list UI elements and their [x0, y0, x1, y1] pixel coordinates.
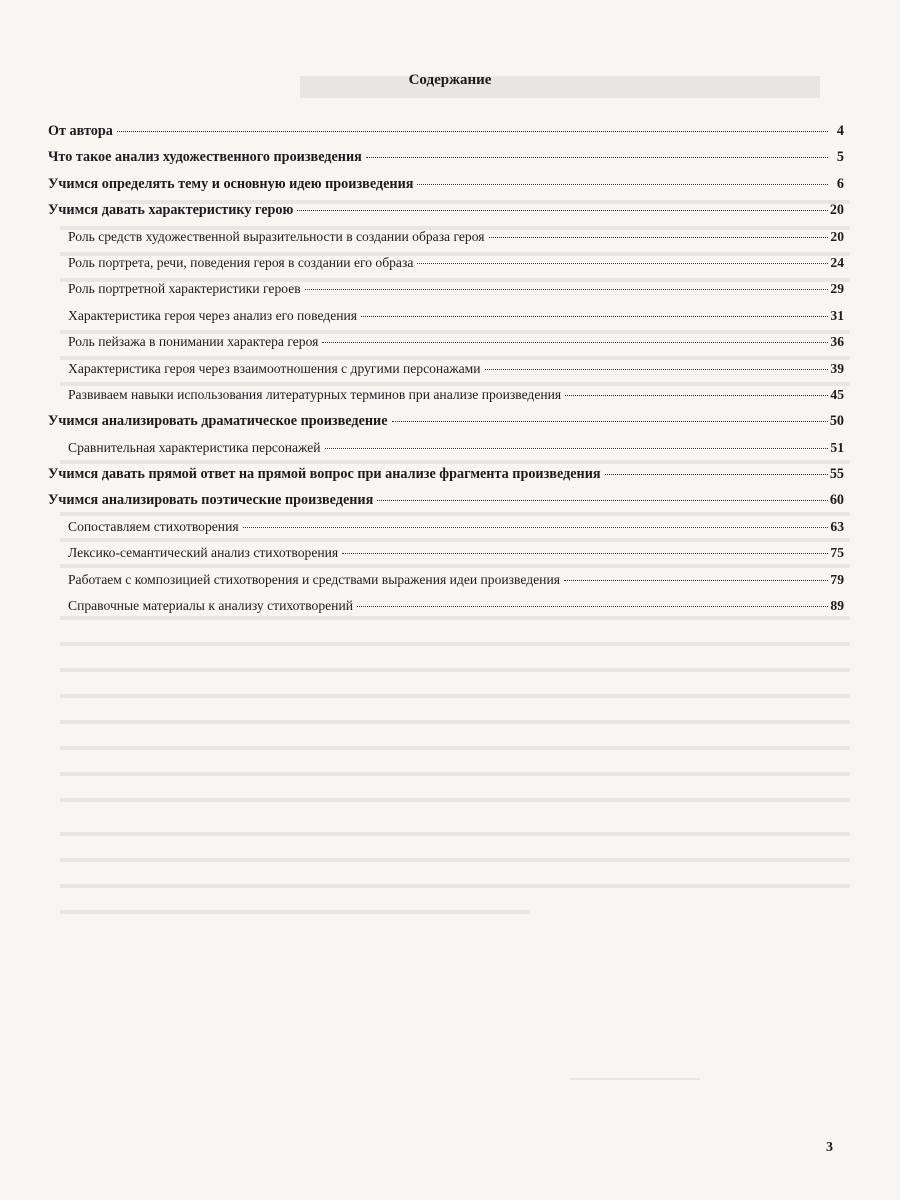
- toc-entry: [48, 202, 844, 228]
- toc-entry: [48, 387, 844, 413]
- toc-entry: [48, 176, 844, 202]
- toc-entry-label: Роль портрета, речи, поведения героя в создании его образа: [68, 254, 414, 270]
- dot-leader: [485, 369, 828, 370]
- toc-entry-page: 5: [836, 149, 844, 166]
- dot-leader: [417, 184, 828, 185]
- toc-entry-page: 79: [830, 571, 844, 587]
- toc-title: Содержание: [408, 72, 492, 88]
- toc-entry-label: Учимся анализировать драматическое произведение: [48, 413, 388, 430]
- toc-entry-label: Роль средств художественной выразительности в создании образа героя: [68, 228, 485, 244]
- toc-entry-page: 51: [830, 439, 844, 455]
- toc-entry-page: 6: [836, 175, 844, 192]
- toc-entry-page: 50: [829, 413, 844, 430]
- table-of-contents: [48, 123, 844, 624]
- toc-entry-label: Учимся анализировать поэтические произведения: [48, 492, 374, 509]
- toc-entry: [48, 123, 844, 149]
- toc-entry-label: Учимся давать характеристику герою: [48, 202, 294, 219]
- toc-entry-label: Сравнительная характеристика персонажей: [68, 439, 321, 455]
- toc-entry-label: Учимся давать прямой ответ на прямой вопрос при анализе фрагмента произведения: [48, 466, 601, 483]
- toc-entry-page: 29: [830, 281, 844, 297]
- toc-entry-label: Сопоставляем стихотворения: [68, 518, 239, 534]
- toc-entry-page: 60: [829, 492, 844, 509]
- toc-entry: [48, 492, 844, 518]
- toc-entry: [48, 598, 844, 624]
- toc-entry-page: 20: [830, 228, 844, 244]
- dot-leader: [342, 553, 828, 554]
- toc-entry-page: 20: [829, 202, 844, 219]
- toc-entry-label: Работаем с композицией стихотворения и средствами выражения идеи произведения: [68, 571, 560, 587]
- toc-entry-page: 63: [830, 518, 844, 534]
- toc-entry-page: 24: [830, 254, 844, 270]
- toc-entry-label: Справочные материалы к анализу стихотворений: [68, 598, 353, 614]
- toc-entry-label: Роль портретной характеристики героев: [68, 281, 301, 297]
- dot-leader: [366, 157, 828, 158]
- toc-entry-label: Характеристика героя через взаимоотношения с другими персонажами: [68, 360, 481, 376]
- dot-leader: [489, 237, 828, 238]
- dot-leader: [392, 421, 828, 422]
- dot-leader: [305, 289, 828, 290]
- toc-entry-page: 36: [830, 334, 844, 350]
- toc-entry-page: 4: [836, 123, 844, 139]
- toc-entry: [48, 361, 844, 387]
- toc-entry-label: От автора: [48, 123, 113, 139]
- dot-leader: [565, 395, 828, 396]
- dot-leader: [297, 210, 827, 211]
- toc-entry: [48, 545, 844, 571]
- dot-leader: [357, 606, 828, 607]
- toc-entry: [48, 334, 844, 360]
- dot-leader: [117, 131, 828, 132]
- toc-entry: [48, 308, 844, 334]
- toc-entry-page: 39: [830, 360, 844, 376]
- toc-entry-label: Учимся определять тему и основную идею произведения: [48, 175, 414, 192]
- dot-leader: [377, 500, 828, 501]
- toc-entry: [48, 255, 844, 281]
- dot-leader: [564, 580, 828, 581]
- toc-entry-page: 75: [830, 545, 844, 561]
- toc-entry: [48, 466, 844, 492]
- toc-entry-label: Характеристика героя через анализ его поведения: [68, 307, 358, 323]
- toc-entry: [48, 229, 844, 255]
- toc-entry-page: 45: [830, 386, 844, 402]
- toc-entry: [48, 572, 844, 598]
- toc-entry-page: 55: [829, 466, 844, 483]
- toc-entry: [48, 413, 844, 439]
- toc-entry-label: Роль пейзажа в понимании характера героя: [68, 334, 319, 350]
- toc-entry: [48, 281, 844, 307]
- dot-leader: [361, 316, 828, 317]
- dot-leader: [417, 263, 828, 264]
- toc-entry: [48, 440, 844, 466]
- toc-entry: [48, 149, 844, 175]
- toc-entry-label: Лексико-семантический анализ стихотворения: [68, 545, 339, 561]
- dot-leader: [243, 527, 828, 528]
- toc-entry-label: Развиваем навыки использования литературных терминов при анализе произведения: [68, 386, 562, 402]
- toc-entry-label: Что такое анализ художественного произведения: [48, 149, 362, 166]
- toc-entry: [48, 519, 844, 545]
- toc-entry-page: 31: [830, 307, 844, 323]
- dot-leader: [325, 448, 828, 449]
- dot-leader: [322, 342, 828, 343]
- toc-entry-page: 89: [830, 598, 844, 614]
- dot-leader: [605, 474, 828, 475]
- page-number: 3: [826, 1140, 833, 1155]
